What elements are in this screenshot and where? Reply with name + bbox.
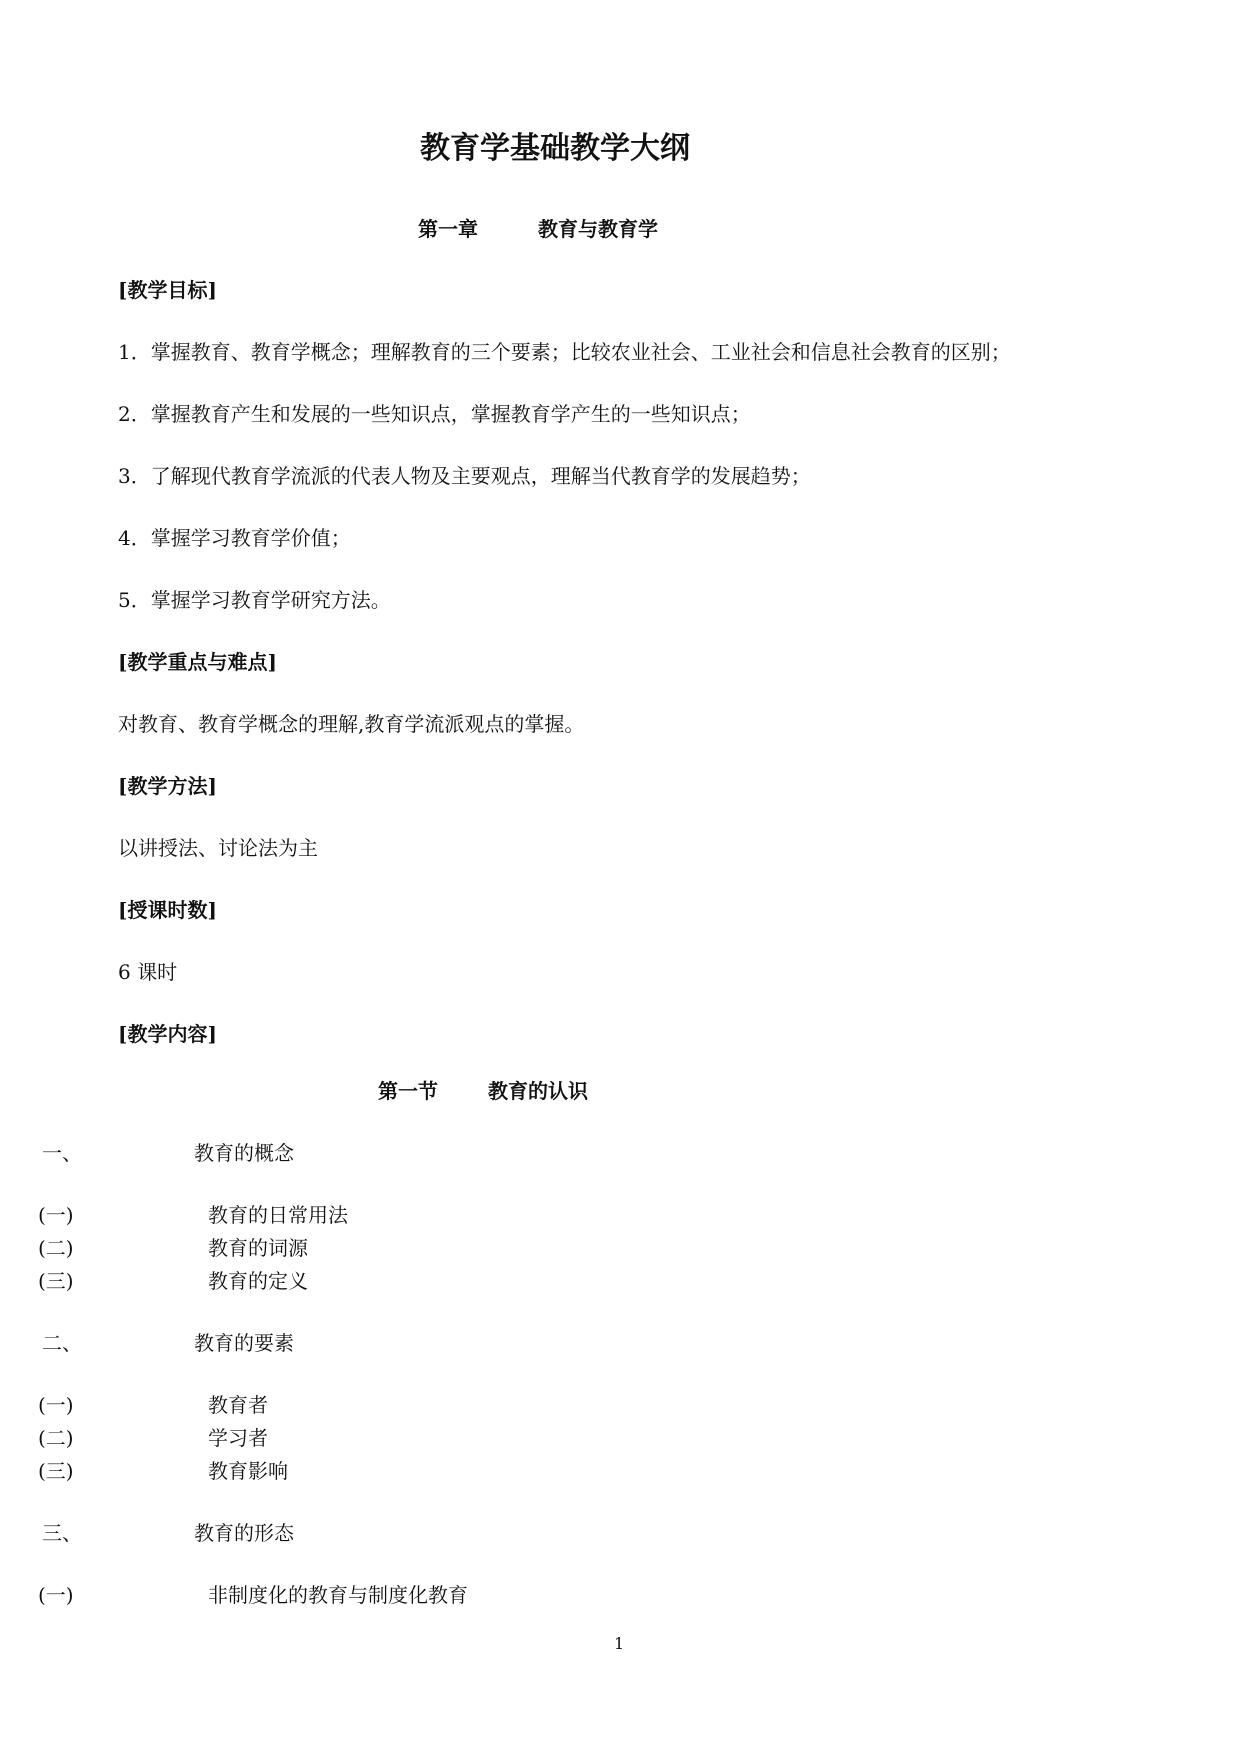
sub-number: (二) xyxy=(38,1426,74,1450)
key-points-heading: [教学重点与难点] xyxy=(118,650,277,674)
sub-text: 教育的词源 xyxy=(208,1236,308,1260)
outline-number: 三、 xyxy=(42,1521,82,1545)
sub-number: (三) xyxy=(38,1269,74,1293)
chapter-number: 第一章 xyxy=(418,217,478,241)
outline-title: 教育的概念 xyxy=(194,1141,294,1165)
page-number: 1 xyxy=(614,1634,625,1653)
sub-text: 教育的定义 xyxy=(208,1269,308,1293)
sub-text: 学习者 xyxy=(208,1426,268,1450)
document-title: 教育学基础教学大纲 xyxy=(420,131,690,166)
chapter-title: 教育与教育学 xyxy=(538,217,658,241)
sub-text: 教育者 xyxy=(208,1393,268,1417)
sub-text: 教育影响 xyxy=(208,1459,288,1483)
methods-text: 以讲授法、讨论法为主 xyxy=(118,836,318,860)
methods-heading: [教学方法] xyxy=(118,774,217,798)
outline-number: 一、 xyxy=(42,1141,82,1165)
outline-title: 教育的要素 xyxy=(194,1331,294,1355)
hours-heading: [授课时数] xyxy=(118,898,217,922)
sub-number: (二) xyxy=(38,1236,74,1260)
objective-item-5: 5．掌握学习教育学研究方法。 xyxy=(118,588,391,612)
sub-text: 教育的日常用法 xyxy=(208,1203,348,1227)
hours-text: 6 课时 xyxy=(118,960,178,984)
objective-item-3: 3．了解现代教育学流派的代表人物及主要观点，理解当代教育学的发展趋势； xyxy=(118,464,811,488)
objective-item-4: 4．掌握学习教育学价值； xyxy=(118,526,351,550)
objective-item-1: 1．掌握教育、教育学概念；理解教育的三个要素；比较农业社会、工业社会和信息社会教育的区别； xyxy=(118,340,1011,364)
sub-number: (三) xyxy=(38,1459,74,1483)
objective-item-2: 2．掌握教育产生和发展的一些知识点，掌握教育学产生的一些知识点； xyxy=(118,402,751,426)
content-heading: [教学内容] xyxy=(118,1022,217,1046)
sub-number: (一) xyxy=(38,1203,74,1227)
outline-title: 教育的形态 xyxy=(194,1521,294,1545)
sub-number: (一) xyxy=(38,1583,74,1607)
sub-number: (一) xyxy=(38,1393,74,1417)
sub-text: 非制度化的教育与制度化教育 xyxy=(208,1583,468,1607)
section-title: 教育的认识 xyxy=(488,1079,588,1103)
outline-number: 二、 xyxy=(42,1331,82,1355)
section-number: 第一节 xyxy=(378,1079,438,1103)
objectives-heading: [教学目标] xyxy=(118,278,217,302)
key-points-text: 对教育、教育学概念的理解,教育学流派观点的掌握。 xyxy=(118,712,585,736)
